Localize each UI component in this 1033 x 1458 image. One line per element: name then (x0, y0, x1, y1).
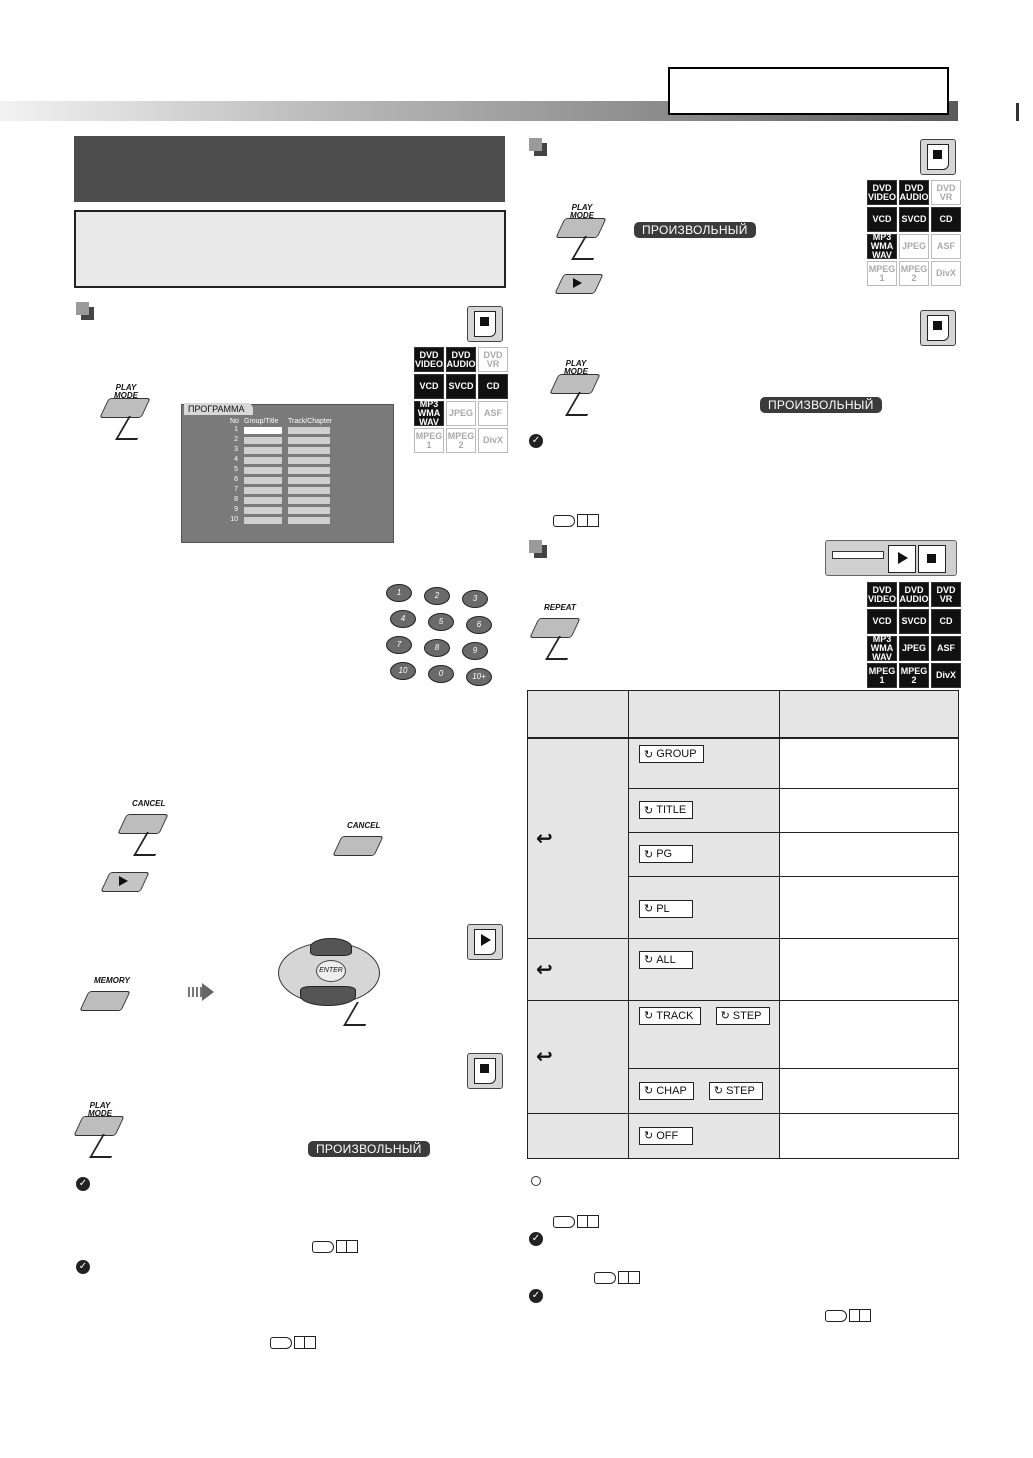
numpad-key[interactable]: 4 (390, 610, 416, 628)
program-track-cell[interactable] (288, 447, 330, 454)
disc-vcd: VCD (414, 374, 444, 399)
check-note-icon: ✓ (529, 434, 543, 448)
display-chap: ↻ CHAP (639, 1082, 694, 1100)
disc-asf: ASF (931, 636, 961, 661)
program-screen (181, 404, 394, 543)
program-track-cell[interactable] (288, 517, 330, 524)
play-key-2[interactable] (557, 272, 603, 298)
program-group-cell[interactable] (244, 427, 282, 434)
numpad-key[interactable]: 3 (462, 590, 488, 608)
program-row-number: 10 (230, 516, 238, 523)
cursor-enter-pad[interactable]: ENTER (278, 938, 382, 1008)
col-group-title: Group/Title (244, 418, 279, 425)
section-title-block (74, 136, 505, 202)
program-track-cell[interactable] (288, 477, 330, 484)
program-group-cell[interactable] (244, 517, 282, 524)
disc-divx: DivX (931, 261, 961, 286)
display-group: ↻ GROUP (639, 745, 704, 763)
numpad-key[interactable]: 0 (428, 665, 454, 683)
program-group-cell[interactable] (244, 457, 282, 464)
check-note-icon: ✓ (76, 1260, 90, 1274)
play-mode-key-2[interactable]: PLAY MODE (74, 1110, 124, 1144)
disc-mpeg2: MPEG 2 (446, 428, 476, 453)
disc-cd: CD (931, 207, 961, 232)
reference-book-icon (270, 1335, 316, 1349)
subsection-marker (529, 138, 547, 156)
col-track-chapter: Track/Chapter (288, 418, 333, 425)
disc-dvd-video: DVD VIDEO (867, 180, 897, 205)
disc-dvd-video: DVD VIDEO (867, 582, 897, 607)
program-track-cell[interactable] (288, 507, 330, 514)
disc-compat-grid-left (414, 347, 508, 453)
numpad-key[interactable]: 2 (424, 587, 450, 605)
program-row-number: 1 (234, 426, 238, 433)
repeat-arrow-icon: ↩ (536, 958, 553, 981)
subsection-marker (529, 540, 547, 558)
program-row-number: 2 (234, 436, 238, 443)
repeat-mode-table (527, 690, 959, 1159)
reference-book-icon (312, 1239, 358, 1253)
number-keypad (386, 584, 496, 688)
numpad-key[interactable]: 10+ (466, 668, 492, 686)
numpad-key[interactable]: 1 (386, 584, 412, 602)
numpad-key[interactable]: 5 (428, 613, 454, 631)
disc-cd: CD (931, 609, 961, 634)
numpad-key[interactable]: 9 (462, 642, 488, 660)
disc-mp3: MP3 WMA WAV (414, 401, 444, 426)
disc-dvd-vr: DVD VR (931, 180, 961, 205)
disc-compat-grid-right-1 (867, 180, 961, 286)
table-header-row (528, 691, 959, 739)
program-group-cell[interactable] (244, 507, 282, 514)
disc-svcd: SVCD (899, 609, 929, 634)
disc-mpeg1: MPEG 1 (414, 428, 444, 453)
disc-divx: DivX (478, 428, 508, 453)
program-group-cell[interactable] (244, 487, 282, 494)
disc-vcd: VCD (867, 207, 897, 232)
reference-book-icon (825, 1308, 871, 1322)
program-row-number: 3 (234, 446, 238, 453)
program-group-cell[interactable] (244, 447, 282, 454)
display-pg: ↻ PG (639, 845, 693, 863)
program-track-cell[interactable] (288, 437, 330, 444)
random-badge-right-2: ПРОИЗВОЛЬНЫЙ (760, 397, 882, 413)
memory-key[interactable]: MEMORY (80, 985, 130, 1019)
reference-book-icon (594, 1270, 640, 1284)
program-track-cell[interactable] (288, 457, 330, 464)
display-off: ↻ OFF (639, 1127, 693, 1145)
numpad-key[interactable]: 8 (424, 639, 450, 657)
play-mode-key[interactable]: PLAY MODE (100, 392, 150, 426)
reference-book-icon (553, 513, 599, 527)
disc-mp3: MP3 WMA WAV (867, 636, 897, 661)
col-no: No (230, 418, 239, 425)
repeat-arrow-icon: ↩ (536, 827, 553, 850)
program-group-cell[interactable] (244, 477, 282, 484)
disc-mpeg2: MPEG 2 (899, 663, 929, 688)
reference-book-icon (553, 1214, 599, 1228)
program-tab: ПРОГРАММА (184, 403, 253, 415)
play-stop-display-icon (825, 540, 957, 576)
disc-dvd-audio: DVD AUDIO (446, 347, 476, 372)
table-row (528, 738, 959, 788)
check-note-icon: ✓ (76, 1177, 90, 1191)
numpad-key[interactable]: 7 (386, 636, 412, 654)
random-badge-right-1: ПРОИЗВОЛЬНЫЙ (634, 222, 756, 238)
crop-mark (1016, 103, 1019, 121)
numpad-key[interactable]: 6 (466, 616, 492, 634)
program-row-number: 8 (234, 496, 238, 503)
check-note-icon: ✓ (529, 1289, 543, 1303)
program-track-cell[interactable] (288, 427, 330, 434)
display-title: ↻ TITLE (639, 801, 693, 819)
program-row-number: 7 (234, 486, 238, 493)
disc-dvd-video: DVD VIDEO (414, 347, 444, 372)
intro-info-box (74, 210, 506, 288)
program-row-number: 5 (234, 466, 238, 473)
disc-asf: ASF (931, 234, 961, 259)
repeat-key[interactable]: REPEAT (530, 612, 580, 646)
disc-vcd: VCD (867, 609, 897, 634)
check-note-icon: ✓ (529, 1232, 543, 1246)
disc-jpeg: JPEG (899, 636, 929, 661)
display-track: ↻ TRACK (639, 1007, 701, 1025)
disc-jpeg: JPEG (446, 401, 476, 426)
program-row-number: 6 (234, 476, 238, 483)
play-mode-key-3[interactable]: PLAY MODE (556, 212, 606, 246)
disc-dvd-vr: DVD VR (478, 347, 508, 372)
subsection-marker (76, 302, 94, 320)
stop-mode-icon-3 (920, 139, 956, 175)
program-group-cell[interactable] (244, 497, 282, 504)
tip-bulb-icon (529, 1174, 541, 1188)
display-pl: ↻ PL (639, 900, 693, 918)
disc-jpeg: JPEG (899, 234, 929, 259)
disc-svcd: SVCD (899, 207, 929, 232)
disc-divx: DivX (931, 663, 961, 688)
stop-mode-icon (467, 306, 503, 342)
cancel-key[interactable]: CANCEL (118, 808, 168, 842)
display-all: ↻ ALL (639, 951, 693, 969)
random-badge-left: ПРОИЗВОЛЬНЫЙ (308, 1141, 430, 1157)
stop-mode-icon-2 (467, 1053, 503, 1089)
disc-mp3: MP3 WMA WAV (867, 234, 897, 259)
disc-mpeg2: MPEG 2 (899, 261, 929, 286)
stop-mode-icon-4 (920, 310, 956, 346)
disc-dvd-vr: DVD VR (931, 582, 961, 607)
table-row (528, 938, 959, 1000)
disc-dvd-audio: DVD AUDIO (899, 582, 929, 607)
next-step-arrow (188, 983, 218, 1001)
play-key[interactable] (103, 870, 149, 896)
display-step: ↻ STEP (716, 1007, 770, 1025)
disc-mpeg1: MPEG 1 (867, 261, 897, 286)
program-track-cell[interactable] (288, 487, 330, 494)
display-step-2: ↻ STEP (709, 1082, 763, 1100)
play-mode-icon (467, 924, 503, 960)
disc-svcd: SVCD (446, 374, 476, 399)
program-group-cell[interactable] (244, 467, 282, 474)
disc-dvd-audio: DVD AUDIO (899, 180, 929, 205)
program-row-number: 4 (234, 456, 238, 463)
disc-cd: CD (478, 374, 508, 399)
program-row-number: 9 (234, 506, 238, 513)
play-mode-key-4[interactable]: PLAY MODE (550, 368, 600, 402)
disc-compat-grid-right-2 (867, 582, 961, 688)
table-row (528, 1000, 959, 1068)
cancel-key-small[interactable]: CANCEL (333, 830, 383, 864)
repeat-arrow-icon: ↩ (536, 1046, 553, 1068)
numpad-key[interactable]: 10 (390, 662, 416, 680)
disc-mpeg1: MPEG 1 (867, 663, 897, 688)
program-track-cell[interactable] (288, 467, 330, 474)
page-label-box (668, 67, 949, 115)
disc-asf: ASF (478, 401, 508, 426)
program-track-cell[interactable] (288, 497, 330, 504)
table-row (528, 1113, 959, 1158)
program-group-cell[interactable] (244, 437, 282, 444)
